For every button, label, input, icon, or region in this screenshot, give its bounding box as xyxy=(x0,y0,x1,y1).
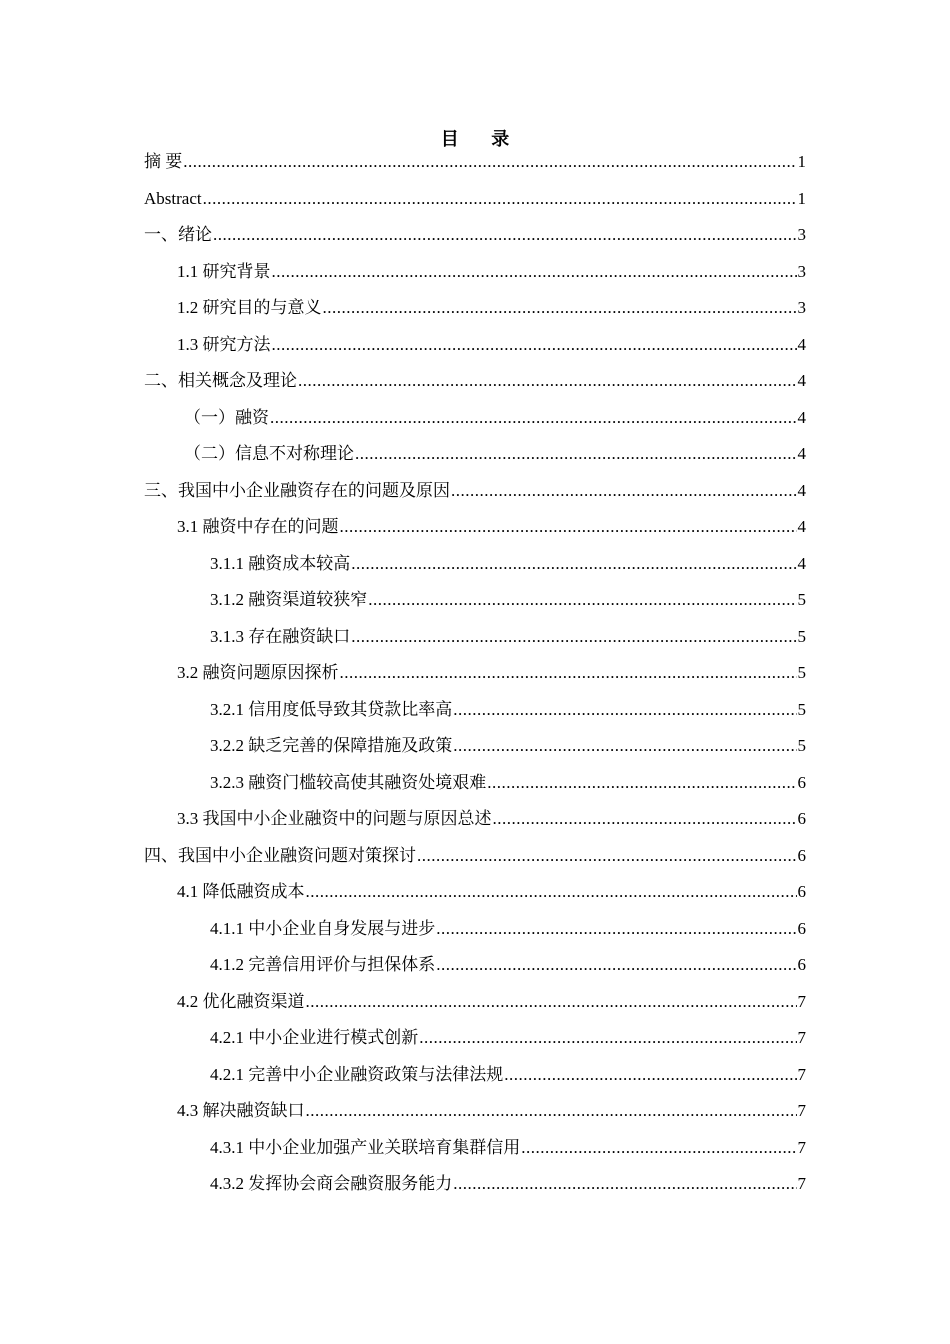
toc-entry-page-number: 5 xyxy=(797,590,806,609)
toc-entry-label: 三、我国中小企业融资存在的问题及原因 xyxy=(144,480,450,500)
toc-entry-label: 1.1 研究背景 xyxy=(177,261,271,281)
toc-entry-page-number: 3 xyxy=(797,225,806,244)
toc-entry-label: （二）信息不对称理论 xyxy=(184,444,354,463)
toc-entry-page-number: 3 xyxy=(797,261,806,281)
toc-dot-leader xyxy=(355,442,797,466)
toc-dot-leader xyxy=(417,844,797,868)
toc-entry-label: 3.3 我国中小企业融资中的问题与原因总述 xyxy=(177,809,492,828)
toc-entry-label: 4.2.1 中小企业进行模式创新 xyxy=(210,1028,419,1047)
toc-entry[interactable] xyxy=(144,880,806,917)
toc-dot-leader xyxy=(487,771,796,795)
toc-entry-page-number: 7 xyxy=(797,1064,806,1084)
toc-entry-label: 摘 要 xyxy=(144,152,183,171)
toc-dot-leader xyxy=(306,880,797,904)
toc-entry[interactable] xyxy=(144,625,806,662)
toc-entry-page-number: 1 xyxy=(797,152,806,171)
toc-dot-leader xyxy=(272,260,797,284)
toc-entry-label: 4.3.1 中小企业加强产业关联培育集群信用 xyxy=(210,1137,521,1157)
toc-entry-page-number: 6 xyxy=(797,772,806,792)
toc-entry-label: 1.3 研究方法 xyxy=(177,334,271,354)
toc-entry-label: 3.1.2 融资渠道较狭窄 xyxy=(210,590,368,609)
toc-entry[interactable] xyxy=(144,844,806,881)
toc-dot-leader xyxy=(419,1026,796,1050)
toc-entry-page-number: 5 xyxy=(797,699,806,719)
toc-dot-leader xyxy=(298,369,797,393)
toc-entry[interactable] xyxy=(144,1136,806,1173)
toc-list xyxy=(144,150,806,1209)
toc-entry-label: 3.1.1 融资成本较高 xyxy=(210,553,351,573)
toc-entry[interactable] xyxy=(144,1026,806,1063)
toc-entry[interactable] xyxy=(144,1063,806,1100)
toc-entry[interactable] xyxy=(144,406,806,443)
toc-entry-page-number: 3 xyxy=(797,298,806,317)
toc-dot-leader xyxy=(340,661,797,685)
toc-entry-page-number: 5 xyxy=(797,663,806,682)
toc-dot-leader xyxy=(453,698,796,722)
toc-entry[interactable] xyxy=(144,1172,806,1209)
toc-entry-page-number: 6 xyxy=(797,955,806,974)
toc-entry[interactable] xyxy=(144,1099,806,1136)
toc-entry-label: 3.2.2 缺乏完善的保障措施及政策 xyxy=(210,736,453,755)
toc-entry[interactable] xyxy=(144,296,806,333)
toc-entry-page-number: 7 xyxy=(797,1174,806,1193)
toc-entry[interactable] xyxy=(144,953,806,990)
toc-entry-label: 3.1 融资中存在的问题 xyxy=(177,517,339,536)
toc-dot-leader xyxy=(453,734,796,758)
toc-entry-page-number: 4 xyxy=(797,407,806,427)
toc-entry[interactable] xyxy=(144,588,806,625)
toc-entry-label: 4.2 优化融资渠道 xyxy=(177,991,305,1011)
toc-dot-leader xyxy=(272,333,797,357)
toc-dot-leader xyxy=(453,1172,796,1196)
toc-entry[interactable] xyxy=(144,807,806,844)
toc-entry-page-number: 6 xyxy=(797,809,806,828)
toc-entry-label: 3.1.3 存在融资缺口 xyxy=(210,626,351,646)
toc-entry-label: 4.1.1 中小企业自身发展与进步 xyxy=(210,918,436,938)
toc-dot-leader xyxy=(270,406,797,430)
toc-entry-page-number: 4 xyxy=(797,371,806,390)
toc-entry[interactable] xyxy=(144,771,806,808)
toc-entry[interactable] xyxy=(144,187,806,224)
toc-entry[interactable] xyxy=(144,698,806,735)
toc-entry-label: （一）融资 xyxy=(184,407,269,427)
toc-dot-leader xyxy=(351,552,796,576)
toc-dot-leader xyxy=(493,807,797,831)
toc-entry-label: 二、相关概念及理论 xyxy=(144,371,297,390)
toc-entry-label: 一、绪论 xyxy=(144,225,212,244)
toc-title: 目 录 xyxy=(440,129,524,149)
toc-entry-page-number: 7 xyxy=(797,1028,806,1047)
toc-entry-label: 4.2.1 完善中小企业融资政策与法律法规 xyxy=(210,1064,504,1084)
toc-entry-page-number: 7 xyxy=(797,1101,806,1120)
toc-entry[interactable] xyxy=(144,734,806,771)
toc-entry-label: 4.3.2 发挥协会商会融资服务能力 xyxy=(210,1174,453,1193)
toc-entry-page-number: 1 xyxy=(797,188,806,208)
toc-dot-leader xyxy=(323,296,797,320)
toc-dot-leader xyxy=(436,953,796,977)
toc-entry-page-number: 5 xyxy=(797,626,806,646)
toc-entry-label: 1.2 研究目的与意义 xyxy=(177,298,322,317)
toc-entry-label: 四、我国中小企业融资问题对策探讨 xyxy=(144,845,416,865)
toc-entry-label: 3.2.3 融资门槛较高使其融资处境艰难 xyxy=(210,772,487,792)
toc-dot-leader xyxy=(451,479,797,503)
toc-dot-leader xyxy=(203,187,797,211)
toc-entry[interactable] xyxy=(144,150,806,187)
toc-entry[interactable] xyxy=(144,661,806,698)
toc-entry-page-number: 7 xyxy=(797,1137,806,1157)
toc-entry-page-number: 5 xyxy=(797,736,806,755)
toc-entry[interactable] xyxy=(144,369,806,406)
toc-entry[interactable] xyxy=(144,479,806,516)
toc-entry[interactable] xyxy=(144,260,806,297)
toc-dot-leader xyxy=(183,150,796,174)
toc-entry-page-number: 4 xyxy=(797,517,806,536)
toc-dot-leader xyxy=(436,917,796,941)
toc-entry-page-number: 6 xyxy=(797,882,806,901)
toc-dot-leader xyxy=(340,515,797,539)
toc-entry-label: 4.3 解决融资缺口 xyxy=(177,1101,305,1120)
toc-entry[interactable] xyxy=(144,917,806,954)
toc-dot-leader xyxy=(306,1099,797,1123)
toc-entry[interactable] xyxy=(144,515,806,552)
toc-dot-leader xyxy=(306,990,797,1014)
toc-dot-leader xyxy=(521,1136,796,1160)
toc-entry-page-number: 7 xyxy=(797,991,806,1011)
toc-entry-page-number: 4 xyxy=(797,444,806,463)
toc-dot-leader xyxy=(351,625,796,649)
toc-entry[interactable] xyxy=(144,223,806,260)
toc-dot-leader xyxy=(368,588,796,612)
toc-entry-label: Abstract xyxy=(144,188,202,208)
toc-entry-label: 4.1.2 完善信用评价与担保体系 xyxy=(210,955,436,974)
toc-entry[interactable] xyxy=(144,333,806,370)
toc-entry-page-number: 4 xyxy=(797,334,806,354)
toc-entry-page-number: 6 xyxy=(797,918,806,938)
toc-entry-page-number: 4 xyxy=(797,553,806,573)
toc-entry-label: 4.1 降低融资成本 xyxy=(177,882,305,901)
toc-dot-leader xyxy=(213,223,797,247)
toc-entry-page-number: 6 xyxy=(797,845,806,865)
toc-dot-leader xyxy=(504,1063,796,1087)
toc-entry-label: 3.2 融资问题原因探析 xyxy=(177,663,339,682)
toc-entry-page-number: 4 xyxy=(797,480,806,500)
toc-entry[interactable] xyxy=(144,990,806,1027)
toc-entry[interactable] xyxy=(144,442,806,479)
toc-entry[interactable] xyxy=(144,552,806,589)
toc-entry-label: 3.2.1 信用度低导致其贷款比率高 xyxy=(210,699,453,719)
